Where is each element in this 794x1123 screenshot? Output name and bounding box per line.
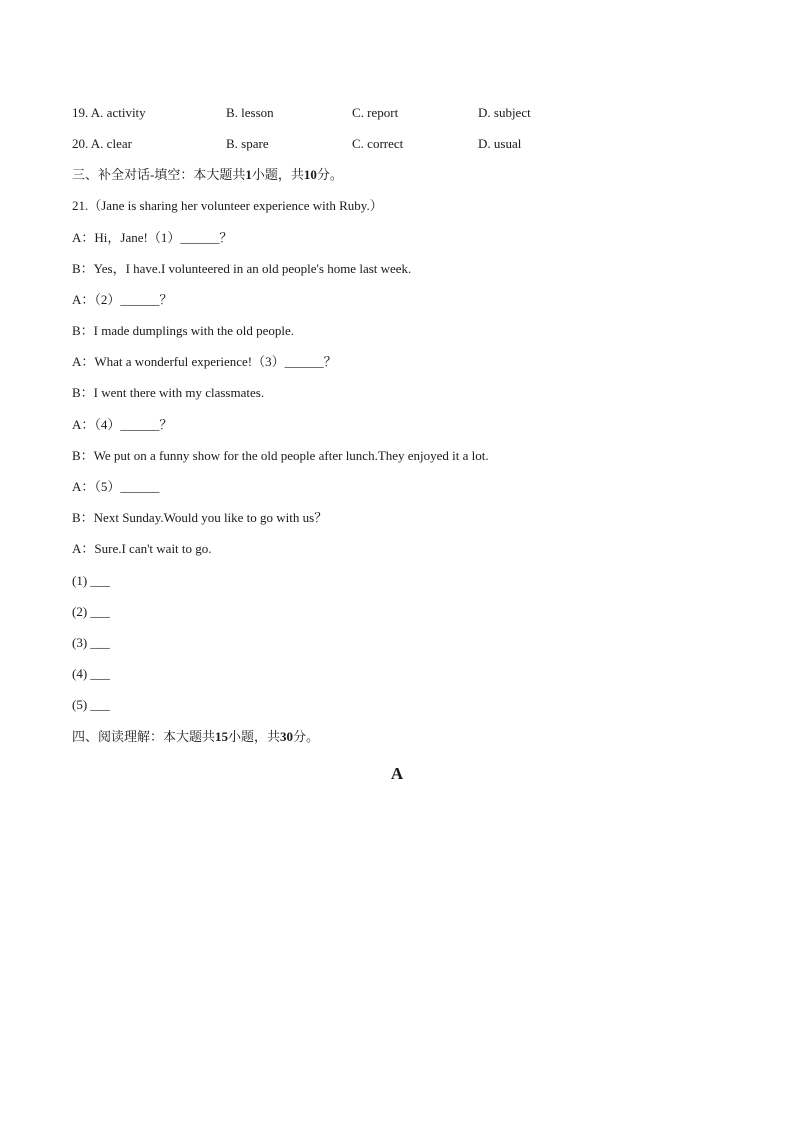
- question-19-option-a: 19. A. activity: [72, 105, 146, 120]
- answer-blank-2: (2) ___: [72, 604, 110, 619]
- answer-blank-1: (1) ___: [72, 573, 110, 588]
- dialogue-intro: 21.（Jane is sharing her volunteer experience with Ruby.）: [72, 198, 383, 213]
- answer-blank-5: (5) ___: [72, 697, 110, 712]
- dialogue-line: B：I went there with my classmates.: [72, 385, 265, 400]
- question-20-option-b: B. spare: [226, 136, 269, 151]
- question-19-option-b: B. lesson: [226, 105, 274, 120]
- question-20-option-d: D. usual: [478, 136, 522, 151]
- question-19-option-c: C. report: [352, 105, 399, 120]
- dialogue-line: A：What a wonderful experience!（3）______？: [72, 354, 337, 369]
- dialogue-line: A：Sure.I can't wait to go.: [72, 541, 212, 556]
- answer-blank-3: (3) ___: [72, 635, 110, 650]
- dialogue-line: B：Yes，I have.I volunteered in an old people's home last week.: [72, 261, 412, 276]
- question-20-option-a: 20. A. clear: [72, 136, 132, 151]
- dialogue-line: A：（5）______: [72, 479, 160, 494]
- dialogue-line: A：（2）______？: [72, 292, 173, 307]
- dialogue-line: A：（4）______？: [72, 417, 173, 432]
- answer-blank-4: (4) ___: [72, 666, 110, 681]
- section-4-heading: 四、阅读理解：本大题共15小题，共30分。: [72, 729, 320, 744]
- section-3-heading: 三、补全对话-填空：本大题共1小题，共10分。: [72, 167, 343, 182]
- question-19-option-d: D. subject: [478, 105, 531, 120]
- dialogue-line: B：We put on a funny show for the old people after lunch.They enjoyed it a lot.: [72, 448, 489, 463]
- passage-label: A: [390, 764, 404, 783]
- question-20-option-c: C. correct: [352, 136, 404, 151]
- dialogue-line: B：I made dumplings with the old people.: [72, 323, 295, 338]
- dialogue-line: B：Next Sunday.Would you like to go with us？: [72, 510, 328, 525]
- dialogue-line: A：Hi，Jane!（1）______？: [72, 230, 233, 245]
